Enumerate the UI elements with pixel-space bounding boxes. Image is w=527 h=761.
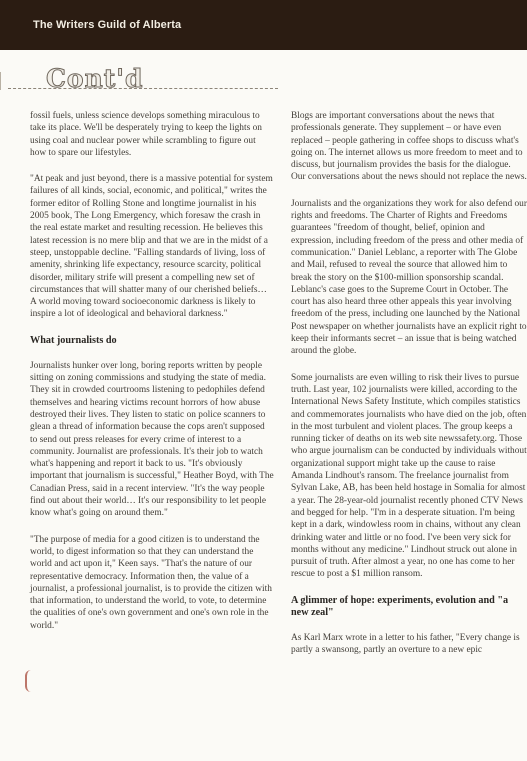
continued-label: Cont'd [46,64,144,93]
right-paragraph-2: Journalists and the organizations they work for also defend our rights and freedoms. The Charter of Rights and Freedoms guarantees "freedom of thought, belief, opinion and expression, including freedom of the press and other media of communication." Daniel Leblanc, a reporter with The Globe and Mail, refused to reveal the source that allowed him to break the story on the $100-million sponsorship scandal. Leblanc's case goes to the Supreme Court in October. The court has also heard three other appeals this year involving freedom of the press, including one launched by the National Post newspaper on whether journalists have an explicit right to keep their informants secret – an issue that is being watched around the globe. [291,198,527,357]
section-heading-what-journalists-do: What journalists do [30,334,117,346]
section-heading-glimmer-of-hope: A glimmer of hope: experiments, evolution and "a new zeal" [291,594,509,618]
header-bar [0,0,527,50]
brand-title: The Writers Guild of Alberta [33,19,182,31]
right-paragraph-3: Some journalists are even willing to risk their lives to pursue truth. Last year, 102 journalists were killed, according to the International News Safety Institute, which compiles statistics and commemorates journalists who have died on the job, often in the most turbulent and violent places. The group keeps a running ticker of deaths on its web site newssafety.org. Those who argue journalism can be conducted by individuals without organizational support might take up the cause to raise Amanda Lindhout's ransom. The freelance journalist from Sylvan Lake, AB, has been held hostage in Somalia for almost a year. The 28-year-old journalist recently phoned CTV News and begged for help. "I'm in a desperate situation. I'm being kept in a dark, windowless room in chains, without any clean drinking water and little or no food. I've been very sick for months without any medicine." Lindhout struck out alone in pursuit of truth. After almost a year, no one has come to her rescue to post a $1 million ransom. [291,372,527,580]
left-paragraph-4: "The purpose of media for a good citizen is to understand the world, to digest information so that they can understand the world and act upon it," Keen says. "That's the nature of our representative democracy. Information then, the value of a journalist, a professional journalist, is to provide the citizen with that information, to understand the world, to vote, to determine the qualities of one's own government and one's own role in the world." [30,534,272,631]
right-paragraph-4: As Karl Marx wrote in a letter to his father, "Every change is partly a swansong, partly an overture to a new epic [291,632,520,655]
right-paragraph-1: Blogs are important conversations about the news that professionals generate. They supplement – or have even replaced – people gathering in coffee shops to discuss what's going on. The internet allows us more freedom to meet and to discuss, but journalism provides the basis for the dialogue. Our conversations about the news should not replace the news. [291,111,527,183]
left-column [30,110,274,646]
page-edge-mark [0,72,7,90]
right-column [291,110,527,670]
continued-banner [8,64,278,100]
left-paragraph-2: "At peak and just beyond, there is a massive potential for system failures of all kinds, social, economic, and political," writes the former editor of Rolling Stone and longtime journalist in his 2005 book, The Long Emergency, which foresaw the crash in the real estate market and resulting recession. He believes this latest recession is no mere blip and that we are in the midst of a steep, unstoppable decline. "Falling standards of living, loss of amenity, shrinking life expectancy, resource scarcity, political disorder, military strife will present a compelling new set of circumstances that will shatter many of our cherished beliefs… A world moving toward socioeconomic darkness is likely to inspire a lot of ideological and behavioral darkness." [30,174,273,320]
left-paragraph-3: Journalists hunker over long, boring reports written by people sitting on zoning commissions and studying the state of media. They sit in crowded courtrooms listening to pedophiles defend themselves and hearing victims recount horrors of how abuse destroyed their lives. They listen to static on police scanners to glean a thread of information because the cops aren't supposed to send out press releases for every crime of interest to a community. Journalist are professionals. It's their job to watch what's happening and report it back to us. "It's obviously important that journalism is successful," Heather Boyd, with The Canadian Press, said in a recent interview. "It's the way people find out about their world… It's our responsibility to let people know what's going on around them." [30,360,274,519]
ink-mark [25,670,37,692]
left-paragraph-1: fossil fuels, unless science develops something miraculous to take its place. We'll be desperately trying to keep the lights on using coal and nuclear power while scrambling to figure out how to spare our lifestyles. [30,111,262,158]
